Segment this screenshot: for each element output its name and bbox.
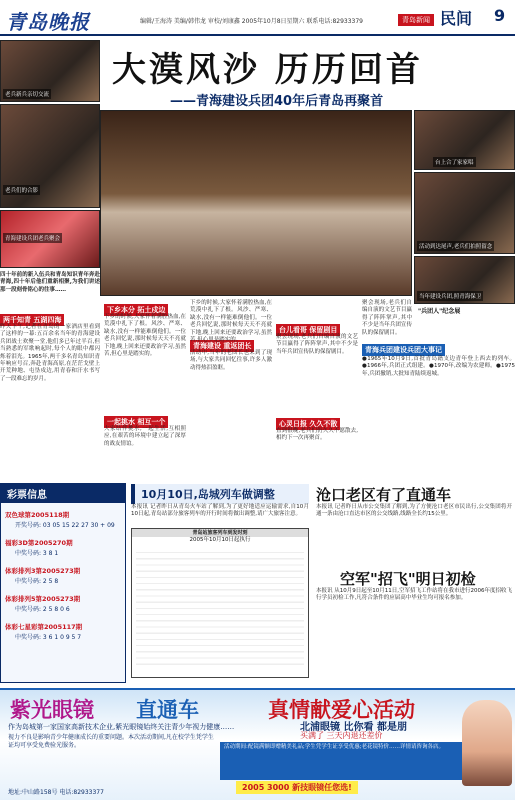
ad-footer: 地址:中山路158号 电话:82933377 [8, 789, 104, 796]
article-column-7a: 聚会现场,老兵们自编自演的文艺节目赢得了阵阵掌声,其中不少是当年兵团宣传队的保留剧目。 [362, 300, 412, 336]
lottery-item [1, 593, 125, 615]
section-heading: 青海建设 重返团长 [190, 340, 254, 352]
section-tag: 青岛新闻 [398, 14, 434, 26]
photo-caption: 当年建设兵团,照青海保卫 [417, 291, 483, 301]
news-title-bus: 沧口老区有了直通车 [316, 486, 452, 504]
lottery-name: 双色球第2005118期 [5, 511, 70, 519]
lottery-item [1, 509, 125, 531]
photo-reunion [0, 210, 100, 268]
timetable-title: 青岛站旅客列车到发时刻 [132, 529, 308, 537]
photo-caption: 台上合了家家唱 [433, 157, 476, 167]
article-column-3: 大家结伴挑水,一起生活,互相照应,在艰苦的环境中建立起了深厚的战友情谊。 [104, 426, 186, 447]
article-column-5: 聚会现场,老兵们自编自演的文艺节目赢得了阵阵掌声,其中不少是当年兵团宣传队的保留剧目。 [276, 334, 358, 355]
ad-info-box: 活动期间:配镜满额即赠精美礼品;学生凭学生证享受优惠;老花镜特价……详情请咨询各店。 [220, 742, 468, 780]
timetable-subtitle: 2005年10月10日起执行 [189, 537, 251, 544]
ad-left-text: 视力不良是影响青少年健康成长的重要问题。本次活动期间,凡在校学生凭学生证均可享受免费验光服务。 [8, 734, 214, 749]
timetable-rows [136, 547, 304, 665]
lottery-numbers: 中奖号码: 3 8 1 [15, 550, 59, 557]
newspaper-logo: 青岛晚报 [6, 10, 90, 34]
sidebar-heading: 青海兵团建设兵团大事记 [362, 344, 445, 356]
photo-veterans-talk [0, 40, 100, 102]
lottery-title: 彩票信息 [1, 484, 125, 503]
article-column-2: 下乡的时候,大家怀着满腔热血,在荒漠中扎下了根。风沙、严寒、缺水,没有一样能难倒他们。一位老兵回忆说,那时候每天天不亮就下地,晚上回来还要政治学习,虽然苦,但心里是踏实的。 [104, 314, 186, 358]
section-heading: 台儿看哥 保留剧目 [276, 324, 340, 336]
photo-singing [414, 110, 515, 170]
article-column-4: 活动中,当年的老团长也来到了现场,与大家共同回忆往事,许多人激动得热泪盈眶。 [190, 350, 272, 371]
section-heading: 心灵日报 久久不散 [276, 418, 340, 430]
article-column-6: 直到很晚,老兵们仍久久不愿散去,相约下一次再聚首。 [276, 428, 358, 442]
lottery-name: 福彩3D第2005270期 [5, 539, 73, 547]
photo-caption: 老兵们的合影 [3, 185, 40, 195]
main-headline: 大漠风沙 历历回首 [112, 50, 423, 90]
lottery-item [1, 565, 125, 587]
article-column-4a: 下乡的时候,大家怀着满腔热血,在荒漠中扎下了根。风沙、严寒、缺水,没有一样能难倒他们。一位老兵回忆说,那时候每天天不亮就下地,晚上回来还要政治学习,虽然苦,但心里是踏实的。 [190, 300, 272, 344]
train-timetable [131, 528, 309, 678]
ad-mid: 直通车 [136, 698, 199, 722]
lottery-numbers: 中奖号码: 2 5 8 0 6 [15, 606, 70, 613]
page-number: 9 [494, 6, 506, 25]
photo-caption: 老兵新兵亲切交流 [3, 89, 51, 99]
article-timeline: ●1965年10月9日,首批青岛籍支边青年登上西去的列车。●1966年,兵团正式组建。●1970年,改编为农建师。●1975年,兵团撤销,大批知青陆续返城。 [362, 356, 515, 377]
lottery-item [1, 537, 125, 559]
photo-caption: 活动到达尾声,老兵们拍照留念 [417, 241, 494, 251]
photo-history [414, 256, 515, 304]
ad-tail: 真情献爱心活动 [268, 698, 415, 722]
article-lead: 四十年前的新入伍兵和青岛知识青年奔赴青海,四十年后他们重新相聚,为我们讲述那一段刻骨铭心的往事…… [0, 272, 100, 293]
lottery-item [1, 621, 125, 643]
section-name: 民间 [440, 9, 473, 28]
exhibit-caption: "兵团人"纪念展 [418, 308, 461, 315]
section-heading: 两千知青 五湖四海 [0, 314, 64, 326]
section-heading: 下乡本分 拓土戍边 [104, 304, 168, 316]
lottery-numbers: 中奖号码: 3 6 1 0 9 5 7 [15, 634, 82, 641]
ad-model-photo [462, 700, 512, 786]
lottery-numbers: 开奖号码: 03 05 15 22 27 30 + 09 [15, 522, 115, 529]
ad-subtitle: 作为岛城第一家国家高新技术企业,紫光眼镜始终关注青少年视力健康…… [8, 723, 235, 731]
lottery-numbers: 中奖号码: 2 5 8 [15, 578, 59, 585]
news-title-trains: 10月10日,岛城列车做调整 [131, 484, 309, 504]
photo-farewell [414, 172, 515, 254]
lottery-name: 体彩排列5第2005273期 [5, 595, 81, 603]
ad-brand: 紫光眼镜 [10, 698, 94, 722]
lottery-name: 体彩七星彩第2005117期 [5, 623, 83, 631]
main-subhead: ——青海建设兵团40年后青岛再聚首 [170, 94, 384, 109]
news-body-pilot: 本报讯 从10月9日起至10月11日,空军招飞工作站将在我市进行2006年度招收飞行学员初检工作,凡符合条件的应届高中毕业生均可报名参加。 [316, 588, 512, 602]
photo-caption: 青海建设兵团老兵聚会 [3, 233, 62, 243]
ad-right-brand: 北浦眼镜 比你看 都是朋 [300, 722, 407, 733]
article-column-1: 昨天下午,记者在青岛的一家酒店里看到了这样的一幕:五百余名当年的青海建设兵团战士欢聚一堂,他们多已年过半百,但当熟悉的军歌响起时,每个人的眼中都闪烁着泪光。1965年,两千多名青岛知识青年响应号召,奔赴青海高原,在茫茫戈壁上开荒种地、屯垦戍边,用青春和汗水书写了一段难忘的岁月。 [0, 324, 100, 382]
photo-group [0, 104, 100, 208]
lottery-box [0, 483, 126, 683]
news-title-pilot: 空军"招飞"明日初检 [340, 570, 476, 588]
news-body-bus: 本报讯 记者昨日从市公交集团了解到,为了方便沧口老区市民出行,公交集团将开通一条由沧口直达市区的公交线路,线路全长约15公里。 [316, 504, 512, 518]
header-meta: 编辑/王海涛 美编/韩伟龙 审校/刘康鑫 2005年10月8日星期六 联系电话:82933379 [140, 18, 363, 25]
ad-slogan: 买满了 三天内退还差价 [300, 731, 383, 740]
photo-stage-performance [100, 110, 412, 296]
news-body-trains: 本报讯 记者昨日从青岛火车站了解到,为了更好地适应运输需求,自10月10日起,青岛站部分旅客列车的开行时间将做出调整,请广大旅客注意。 [131, 504, 309, 518]
section-heading: 一起挑水 相互一个 [104, 416, 168, 428]
lottery-name: 体彩排列3第2005273期 [5, 567, 81, 575]
ad-promo-banner: 2005 3000 新技眼镜任您选! [236, 781, 358, 794]
